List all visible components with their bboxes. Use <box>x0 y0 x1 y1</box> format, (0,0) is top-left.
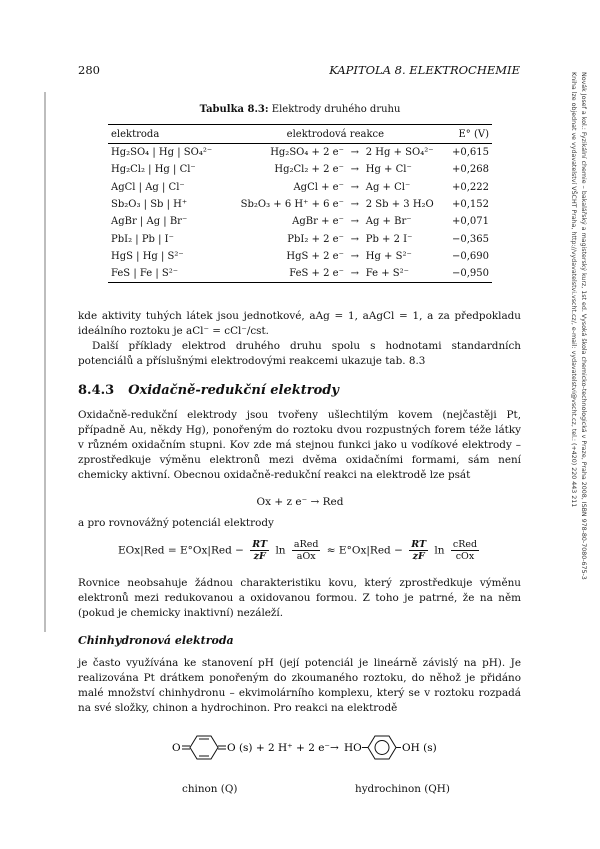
table-row <box>108 161 492 178</box>
hydroquinone-oh: OH (s) <box>402 742 437 754</box>
cell-potential: +0,152 <box>451 199 489 211</box>
cell-reactant: Hg₂Cl₂ + 2 e⁻ <box>274 164 344 176</box>
col-header-reaction: elektrodová reakce <box>226 125 444 144</box>
cell-product: Pb + 2 I⁻ <box>365 233 413 245</box>
electrode-table <box>108 124 492 283</box>
cell-product: Hg + Cl⁻ <box>365 164 412 176</box>
quinhydrone-reaction <box>0 727 600 785</box>
subsection-heading: Chinhydronová elektroda <box>78 634 234 647</box>
table-row <box>108 213 492 230</box>
quinone-o-left: O <box>172 742 181 754</box>
hydroquinone-ho: HO <box>344 742 362 754</box>
cell-arrow: → <box>350 199 359 211</box>
cell-reactant: AgBr + e⁻ <box>292 216 344 228</box>
fraction-rt-zf: $\frac{RT}{zF}$ <box>252 539 268 562</box>
cell-reactant: HgS + 2 e⁻ <box>286 250 344 262</box>
cell-reactant: AgCl + e⁻ <box>293 181 344 193</box>
cell-reactant: FeS + 2 e⁻ <box>226 265 347 283</box>
cell-arrow: → <box>347 265 363 283</box>
nernst-lhs: EOx|Red = E°Ox|Red − <box>117 544 244 557</box>
equation-nernst <box>0 539 600 573</box>
cell-arrow: → <box>350 216 359 228</box>
table-row <box>108 230 492 247</box>
paragraph-examples: Další příklady elektrod druhého druhu spolu s hodnotami standardních potenciálů a příslušnými elektrodovými reakcemi ukazuje tab. 8.3 <box>78 340 521 367</box>
cell-product: Fe + S²⁻ <box>363 265 445 283</box>
ln-symbol-2: ln <box>434 544 445 557</box>
table-row <box>108 265 492 283</box>
cell-electrode: AgBr | Ag | Br⁻ <box>111 216 188 228</box>
fraction-concentrations: $\frac{\text{cRed}}{\text{cOx}}$ <box>452 539 478 562</box>
cell-electrode: Hg₂Cl₂ | Hg | Cl⁻ <box>111 164 196 176</box>
cell-electrode: AgCl | Ag | Cl⁻ <box>111 181 185 193</box>
cell-arrow: → <box>350 181 359 193</box>
ln-symbol: ln <box>275 544 286 557</box>
nernst-approx: ≈ E°Ox|Red − <box>326 544 403 557</box>
section-title: Oxidačně-redukční elektrody <box>128 383 339 398</box>
cell-electrode: Sb₂O₃ | Sb | H⁺ <box>111 199 188 211</box>
cell-arrow: → <box>350 164 359 176</box>
side-note-line2: Kniha lze objednat ve vydavatelství VŠCHT Praha, http://vydavatelstvi.vscht.cz/, e-mail: vydavatelstvi@vscht.cz, tel.: (+420) 220 443 211 <box>570 72 577 508</box>
paragraph-quinhydrone: je často využívána ke stanovení pH (její potenciál je lineárně závislý na pH). Je realizována Pt drátkem ponořeným do zkoumaného roztoku, do něhož je přidáno malé množství chinhydronu – ekvimolárního komplexu, který se v roztoku rozpadá na své složky, chinon a hydrochinon. Pro reakci na elektrodě <box>78 657 521 714</box>
cell-electrode: Hg₂SO₄ | Hg | SO₄²⁻ <box>111 147 213 159</box>
cell-potential: +0,222 <box>451 181 489 193</box>
cell-arrow: → <box>350 147 359 159</box>
cell-arrow: → <box>350 250 359 262</box>
table-row <box>108 144 492 162</box>
fraction-rt-zf-2: $\frac{RT}{zF}$ <box>411 539 427 562</box>
reaction-arrow: → <box>330 742 339 754</box>
cell-potential: −0,365 <box>451 233 489 245</box>
cell-reactant: Sb₂O₃ + 6 H⁺ + 6 e⁻ <box>240 199 344 211</box>
cell-product: 2 Hg + SO₄²⁻ <box>365 147 434 159</box>
fraction-activities: $\frac{\text{aRed}}{\text{aOx}}$ <box>293 539 319 562</box>
cell-arrow: → <box>350 233 359 245</box>
section-number: 8.4.3 <box>78 383 115 398</box>
table-caption <box>0 104 600 115</box>
cell-electrode: HgS | Hg | S²⁻ <box>111 250 184 262</box>
side-note <box>566 72 588 672</box>
section-heading <box>78 383 339 398</box>
label-quinone: chinon (Q) <box>182 783 238 795</box>
cell-reactant: PbI₂ + 2 e⁻ <box>287 233 344 245</box>
side-note-line1: Novák Josef a kol.: Fyzikální chemie – bakalářský a magisterský kurz, 1st ed. Vysoká škola chemicko-technologická v Praze, Praha 2008, ISBN 978-80-7080-675-3 <box>580 72 587 580</box>
hydroquinone-ring <box>368 736 396 759</box>
cell-product: Ag + Br⁻ <box>365 216 412 228</box>
table-caption-text: Elektrody druhého druhu <box>268 104 401 115</box>
cell-reactant: Hg₂SO₄ + 2 e⁻ <box>270 147 344 159</box>
label-hydroquinone: hydrochinon (QH) <box>355 783 450 795</box>
paragraph-activities: kde aktivity tuhých látek jsou jednotkové, aAg = 1, aAgCl = 1, a za předpokladu ideálního roztoku je aCl⁻ = cCl⁻/cst. <box>78 310 521 337</box>
running-head: KAPITOLA 8. ELEKTROCHEMIE <box>329 63 520 77</box>
paragraph-redox-intro: Oxidačně-redukční elektrody jsou tvořeny ušlechtilým kovem (nejčastěji Pt, případně Au, někdy Hg), ponořeným do roztoku dvou rozpustných forem téže látky v různém oxidačním stupni. Kov zde má stejnou funkci jako u vodíkové elektrody – zprostředkuje výměnu elektronů mezi dvěma oxidačními formami, sám není chemicky aktivní. Obecnou oxidačně-redukční reakci na elektrodě lze psát <box>78 409 521 481</box>
table-row <box>108 248 492 265</box>
cell-potential: +0,071 <box>451 216 489 228</box>
cell-product: 2 Sb + 3 H₂O <box>365 199 434 211</box>
cell-electrode: FeS | Fe | S²⁻ <box>108 265 226 283</box>
cell-potential: −0,690 <box>451 250 489 262</box>
page-number: 280 <box>78 63 100 77</box>
table-row <box>108 196 492 213</box>
cell-product: Hg + S²⁻ <box>365 250 412 262</box>
cell-potential: −0,950 <box>444 265 492 283</box>
cell-product: Ag + Cl⁻ <box>365 181 411 193</box>
table-caption-label: Tabulka 8.3: <box>199 104 269 115</box>
paragraph-potential: a pro rovnovážný potenciál elektrody <box>78 517 274 529</box>
table-row <box>108 179 492 196</box>
paragraph-no-metal: Rovnice neobsahuje žádnou charakteristiku kovu, který zprostředkuje výměnu elektronů mezi redukovanou a oxidovanou formou. Z toho je patrné, že na něm (pokud je chemicky inaktivní) nezáleží. <box>78 577 521 619</box>
quinone-rest: O (s) + 2 H⁺ + 2 e⁻ <box>227 742 330 754</box>
equation-redox: Ox + z e⁻ → Red <box>256 496 344 508</box>
cell-electrode: PbI₂ | Pb | I⁻ <box>111 233 174 245</box>
col-header-electrode: elektroda <box>108 125 226 144</box>
cell-potential: +0,268 <box>451 164 489 176</box>
col-header-potential: E° (V) <box>444 125 492 144</box>
cell-potential: +0,615 <box>451 147 489 159</box>
